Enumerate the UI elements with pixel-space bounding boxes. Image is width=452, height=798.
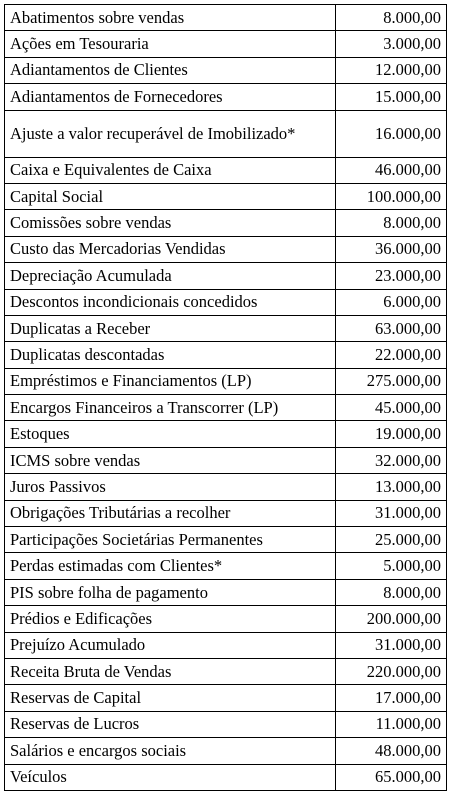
account-value: 63.000,00 xyxy=(336,315,447,341)
account-name: Descontos incondicionais concedidos xyxy=(5,289,336,315)
table-row xyxy=(5,553,447,579)
table-row xyxy=(5,658,447,684)
table-row xyxy=(5,263,447,289)
account-name: Duplicatas a Receber xyxy=(5,315,336,341)
account-name: Ações em Tesouraria xyxy=(5,31,336,57)
account-value: 6.000,00 xyxy=(336,289,447,315)
account-value: 31.000,00 xyxy=(336,632,447,658)
account-value: 23.000,00 xyxy=(336,263,447,289)
table-row xyxy=(5,289,447,315)
account-name: Duplicatas descontadas xyxy=(5,342,336,368)
account-name: Prédios e Edificações xyxy=(5,606,336,632)
account-value: 31.000,00 xyxy=(336,500,447,526)
table-row xyxy=(5,31,447,57)
account-value: 19.000,00 xyxy=(336,421,447,447)
account-value: 5.000,00 xyxy=(336,553,447,579)
account-value: 48.000,00 xyxy=(336,738,447,764)
table-row xyxy=(5,236,447,262)
account-name: Receita Bruta de Vendas xyxy=(5,658,336,684)
table-row xyxy=(5,474,447,500)
table-row xyxy=(5,210,447,236)
account-name: Ajuste a valor recuperável de Imobilizado* xyxy=(5,110,336,157)
account-value: 45.000,00 xyxy=(336,395,447,421)
table-row xyxy=(5,685,447,711)
table-row xyxy=(5,157,447,183)
account-value: 32.000,00 xyxy=(336,447,447,473)
account-value: 275.000,00 xyxy=(336,368,447,394)
account-value: 8.000,00 xyxy=(336,5,447,31)
accounts-table-body xyxy=(5,5,447,791)
table-row xyxy=(5,110,447,157)
account-value: 200.000,00 xyxy=(336,606,447,632)
account-value: 65.000,00 xyxy=(336,764,447,790)
account-value: 12.000,00 xyxy=(336,57,447,83)
table-row xyxy=(5,764,447,790)
account-value: 13.000,00 xyxy=(336,474,447,500)
account-name: Estoques xyxy=(5,421,336,447)
table-row xyxy=(5,738,447,764)
table-row xyxy=(5,527,447,553)
table-row xyxy=(5,315,447,341)
account-value: 17.000,00 xyxy=(336,685,447,711)
account-name: Abatimentos sobre vendas xyxy=(5,5,336,31)
table-row xyxy=(5,711,447,737)
account-value: 36.000,00 xyxy=(336,236,447,262)
account-name: Custo das Mercadorias Vendidas xyxy=(5,236,336,262)
account-name: Participações Societárias Permanentes xyxy=(5,527,336,553)
account-value: 25.000,00 xyxy=(336,527,447,553)
account-value: 15.000,00 xyxy=(336,84,447,110)
account-name: Prejuízo Acumulado xyxy=(5,632,336,658)
table-row xyxy=(5,500,447,526)
account-name: Salários e encargos sociais xyxy=(5,738,336,764)
table-row xyxy=(5,57,447,83)
account-value: 100.000,00 xyxy=(336,183,447,209)
table-row xyxy=(5,447,447,473)
account-name: Reservas de Lucros xyxy=(5,711,336,737)
account-name: ICMS sobre vendas xyxy=(5,447,336,473)
account-name: Obrigações Tributárias a recolher xyxy=(5,500,336,526)
table-row xyxy=(5,342,447,368)
account-value: 220.000,00 xyxy=(336,658,447,684)
account-value: 46.000,00 xyxy=(336,157,447,183)
account-value: 16.000,00 xyxy=(336,110,447,157)
account-name: Reservas de Capital xyxy=(5,685,336,711)
account-value: 11.000,00 xyxy=(336,711,447,737)
account-name: Adiantamentos de Fornecedores xyxy=(5,84,336,110)
table-row xyxy=(5,395,447,421)
account-name: Capital Social xyxy=(5,183,336,209)
accounts-table xyxy=(4,4,447,791)
account-name: Depreciação Acumulada xyxy=(5,263,336,289)
table-row xyxy=(5,5,447,31)
table-row xyxy=(5,183,447,209)
table-row xyxy=(5,84,447,110)
account-value: 3.000,00 xyxy=(336,31,447,57)
account-name: Veículos xyxy=(5,764,336,790)
account-value: 8.000,00 xyxy=(336,579,447,605)
table-row xyxy=(5,606,447,632)
account-name: Perdas estimadas com Clientes* xyxy=(5,553,336,579)
account-name: PIS sobre folha de pagamento xyxy=(5,579,336,605)
account-name: Adiantamentos de Clientes xyxy=(5,57,336,83)
account-value: 8.000,00 xyxy=(336,210,447,236)
table-row xyxy=(5,632,447,658)
table-row xyxy=(5,421,447,447)
account-value: 22.000,00 xyxy=(336,342,447,368)
table-row xyxy=(5,368,447,394)
table-row xyxy=(5,579,447,605)
account-name: Empréstimos e Financiamentos (LP) xyxy=(5,368,336,394)
account-name: Caixa e Equivalentes de Caixa xyxy=(5,157,336,183)
account-name: Comissões sobre vendas xyxy=(5,210,336,236)
account-name: Encargos Financeiros a Transcorrer (LP) xyxy=(5,395,336,421)
account-name: Juros Passivos xyxy=(5,474,336,500)
